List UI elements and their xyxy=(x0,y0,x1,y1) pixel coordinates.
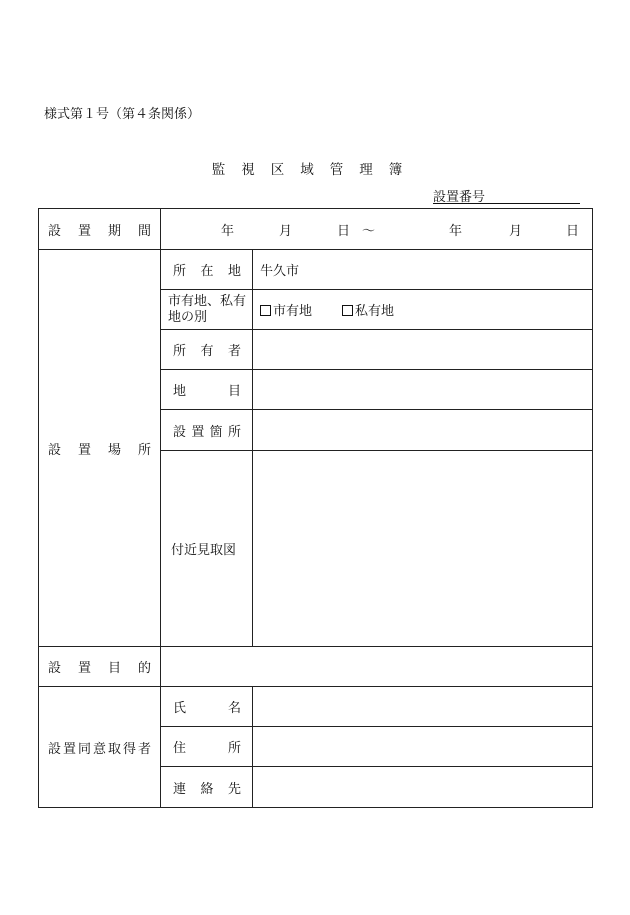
city-land-option: 市有地 xyxy=(273,304,313,319)
consent-address-value[interactable] xyxy=(253,727,593,767)
map-area[interactable] xyxy=(253,451,593,647)
purpose-label: 設置目的 xyxy=(39,647,161,687)
period-label: 設置期間 xyxy=(39,209,161,250)
consent-contact-label: 連絡先 xyxy=(161,767,253,808)
period-start-day-unit: 日 xyxy=(337,223,351,239)
period-value[interactable] xyxy=(161,209,593,250)
consent-name-value[interactable] xyxy=(253,687,593,727)
setting-number-field[interactable] xyxy=(433,186,580,204)
period-end-year-unit: 年 xyxy=(449,223,463,239)
consent-label: 設置同意取得者 xyxy=(39,687,161,808)
owner-value[interactable] xyxy=(253,330,593,370)
land-category-value[interactable] xyxy=(253,370,593,410)
management-table xyxy=(38,208,593,808)
land-category-label: 地目 xyxy=(161,370,253,410)
address-value[interactable]: 牛久市 xyxy=(253,250,593,290)
location-label: 設置場所 xyxy=(39,250,161,647)
map-label: 付近見取図 xyxy=(161,451,253,647)
ownership-value xyxy=(253,290,593,330)
private-land-option: 私有地 xyxy=(355,304,395,319)
consent-name-row xyxy=(39,687,593,727)
period-end-month-unit: 月 xyxy=(509,223,523,239)
placement-label: 設置箇所 xyxy=(161,410,253,451)
period-start-year-unit: 年 xyxy=(221,223,235,239)
placement-value[interactable] xyxy=(253,410,593,451)
period-end-day-unit: 日 xyxy=(566,223,580,239)
form-number-label: 様式第１号（第４条関係） xyxy=(44,107,201,122)
consent-name-label: 氏名 xyxy=(161,687,253,727)
purpose-row xyxy=(39,647,593,687)
purpose-value[interactable] xyxy=(161,647,593,687)
period-start-month-unit: 月 xyxy=(279,223,293,239)
setting-number-label: 設置番号 xyxy=(433,190,486,205)
owner-label: 所有者 xyxy=(161,330,253,370)
period-row xyxy=(39,209,593,250)
private-land-checkbox[interactable] xyxy=(342,305,353,316)
address-label: 所在地 xyxy=(161,250,253,290)
city-land-checkbox[interactable] xyxy=(260,305,271,316)
address-row xyxy=(39,250,593,290)
ownership-label: 市有地、私有地の別 xyxy=(161,290,253,330)
period-dates xyxy=(161,220,592,239)
consent-address-label: 住所 xyxy=(161,727,253,767)
document-title: 監視区域管理簿 xyxy=(211,162,419,178)
consent-contact-value[interactable] xyxy=(253,767,593,808)
period-tilde: ～ xyxy=(362,223,376,239)
